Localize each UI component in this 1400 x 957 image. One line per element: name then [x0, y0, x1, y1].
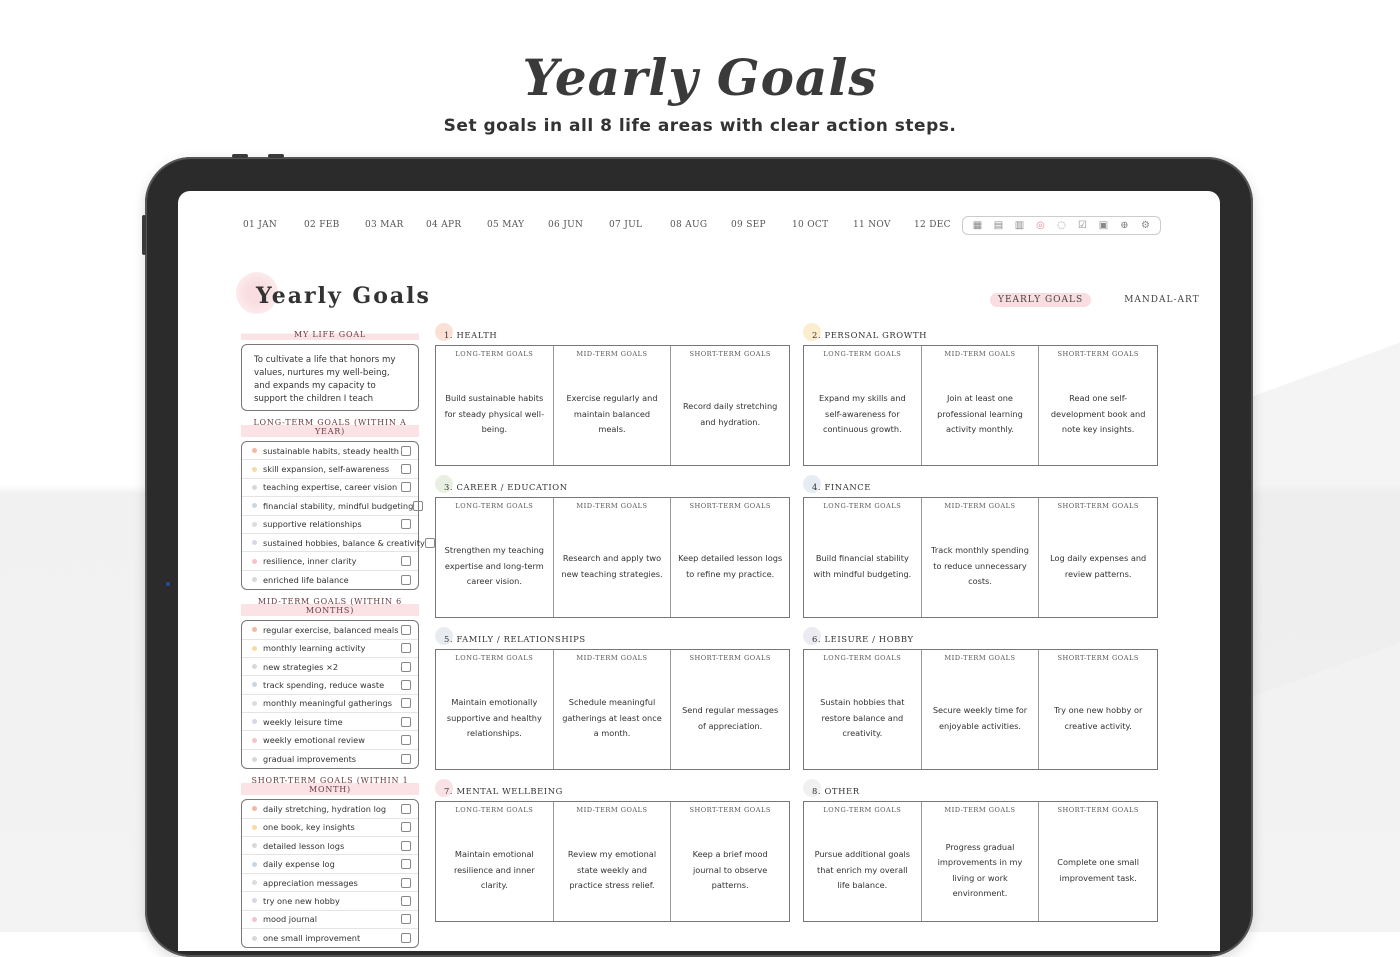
goal-column-label: SHORT-TERM GOALS: [689, 806, 771, 814]
goal-column-label: LONG-TERM GOALS: [823, 350, 902, 358]
goal-column-label: MID-TERM GOALS: [576, 806, 648, 814]
goal-cell-text: Build sustainable habits for steady physical well-being.: [444, 393, 545, 435]
goal-checkbox[interactable]: [401, 841, 411, 851]
goal-cell[interactable]: [436, 346, 554, 465]
goal-cell[interactable]: [804, 346, 922, 465]
goal-list-item: [242, 929, 418, 947]
goal-column-label: LONG-TERM GOALS: [823, 654, 902, 662]
goal-cell[interactable]: [671, 650, 789, 769]
life-goal-heading: MY LIFE GOAL: [241, 329, 419, 340]
hero-title: Yearly Goals: [522, 48, 878, 107]
goal-cell-text: Maintain emotionally supportive and healthy relationships.: [446, 697, 542, 739]
goal-cell-text: Build financial stability with mindful budgeting.: [813, 553, 912, 579]
goal-cell-text: Keep detailed lesson logs to refine my practice.: [678, 553, 783, 579]
goal-column-label: LONG-TERM GOALS: [823, 806, 902, 814]
area-title: 8. OTHER: [812, 786, 860, 796]
area-header: [435, 477, 790, 497]
goal-list-item: [242, 855, 418, 873]
life-goal-text[interactable]: To cultivate a life that honors my values, nurtures my well-being, and expands my capacity to support the children I teach: [241, 344, 419, 411]
goal-checkbox[interactable]: [401, 698, 411, 708]
area-title: 5. FAMILY / RELATIONSHIPS: [444, 634, 586, 644]
goal-item-text[interactable]: appreciation messages: [263, 877, 358, 888]
area-title: 1. HEALTH: [444, 330, 498, 340]
color-dot-icon: [252, 503, 257, 508]
goal-cell-text: Strengthen my teaching expertise and long-term career vision.: [444, 545, 544, 587]
goal-column-label: LONG-TERM GOALS: [455, 350, 534, 358]
goal-item-text[interactable]: one book, key insights: [263, 822, 355, 833]
goal-cell[interactable]: [1039, 346, 1157, 465]
goal-cell[interactable]: [554, 802, 672, 921]
goal-cell[interactable]: [554, 498, 672, 617]
goal-cell-text: Complete one small improvement task.: [1057, 857, 1140, 883]
mid-term-list: [241, 620, 419, 769]
goal-checkbox[interactable]: [401, 914, 411, 924]
tab-mandal-art[interactable]: MANDAL-ART: [1124, 295, 1200, 305]
area-goal-table: [803, 497, 1158, 618]
long-term-list: [241, 441, 425, 590]
goal-checkbox[interactable]: [401, 643, 411, 653]
target-icon[interactable]: ◎: [1036, 219, 1045, 231]
goal-list-item: [242, 695, 418, 713]
goal-cell[interactable]: [554, 346, 672, 465]
goal-list-item: [242, 750, 418, 768]
life-area-card: [803, 325, 1158, 466]
goal-column-label: SHORT-TERM GOALS: [1057, 350, 1139, 358]
goal-column-label: MID-TERM GOALS: [944, 654, 1016, 662]
goal-item-text[interactable]: gradual improvements: [263, 754, 357, 765]
area-header: [803, 781, 1158, 801]
goal-checkbox[interactable]: [401, 556, 411, 566]
goal-checkbox[interactable]: [425, 538, 435, 548]
dashboard-icon[interactable]: ▦: [972, 219, 983, 231]
area-goal-table: [803, 801, 1158, 922]
goal-list-item: [242, 479, 418, 497]
goal-cell[interactable]: [554, 650, 672, 769]
goal-checkbox[interactable]: [401, 859, 411, 869]
settings-icon[interactable]: ⚙: [1141, 219, 1150, 231]
goal-item-text[interactable]: weekly leisure time: [263, 716, 343, 727]
goal-item-text[interactable]: try one new hobby: [263, 895, 340, 906]
chat-icon[interactable]: ◌: [1057, 219, 1066, 231]
life-area-card: [435, 629, 790, 770]
color-dot-icon: [252, 936, 257, 941]
goal-cell-text: Exercise regularly and maintain balanced meals.: [566, 393, 658, 435]
color-dot-icon: [252, 880, 257, 885]
goal-item-text[interactable]: enriched life balance: [263, 574, 349, 585]
goal-column-label: SHORT-TERM GOALS: [689, 502, 771, 510]
goal-item-text[interactable]: supportive relationships: [263, 519, 362, 530]
color-dot-icon: [252, 806, 257, 811]
goal-cell-text: Sustain hobbies that restore balance and creativity.: [820, 697, 905, 739]
tablet-button: [268, 154, 284, 158]
goal-cell-text: Schedule meaningful gatherings at least once a month.: [562, 697, 662, 739]
goal-item-text[interactable]: one small improvement: [263, 933, 361, 944]
goal-item-text[interactable]: mood journal: [263, 914, 317, 925]
goal-list-item: [242, 800, 418, 818]
goal-cell-text: Expand my skills and self-awareness for continuous growth.: [818, 393, 906, 435]
goal-item-text[interactable]: monthly meaningful gatherings: [263, 698, 393, 709]
area-goal-table: [435, 649, 790, 770]
goal-list-item: [242, 621, 418, 639]
goal-cell[interactable]: [671, 802, 789, 921]
goal-checkbox[interactable]: [401, 446, 411, 456]
color-dot-icon: [252, 646, 257, 651]
goal-list-item: [242, 892, 418, 910]
checklist-icon[interactable]: ☑: [1078, 219, 1087, 231]
color-dot-icon: [252, 719, 257, 724]
color-dot-icon: [252, 627, 257, 632]
goal-checkbox[interactable]: [401, 662, 411, 672]
goal-item-text[interactable]: track spending, reduce waste: [263, 679, 385, 690]
goal-column-label: LONG-TERM GOALS: [455, 806, 534, 814]
goal-checkbox[interactable]: [413, 501, 423, 511]
goal-list-item: [242, 534, 425, 552]
goal-cell[interactable]: [436, 650, 554, 769]
area-header: [435, 325, 790, 345]
goal-checkbox[interactable]: [401, 735, 411, 745]
goal-item-text[interactable]: teaching expertise, career vision: [263, 482, 398, 493]
goal-column-label: SHORT-TERM GOALS: [1057, 806, 1139, 814]
goal-cell-text: Read one self-development book and note key insights.: [1050, 393, 1146, 435]
month-tab[interactable]: 03 MAR: [365, 220, 404, 230]
long-term-heading: LONG-TERM GOALS (WITHIN A YEAR): [241, 417, 419, 437]
goal-column-label: MID-TERM GOALS: [944, 350, 1016, 358]
month-tab[interactable]: 06 JUN: [548, 220, 584, 230]
color-dot-icon: [252, 825, 257, 830]
goal-column-label: MID-TERM GOALS: [944, 806, 1016, 814]
goal-cell-text: Review my emotional state weekly and practice stress relief.: [567, 849, 657, 891]
goal-cell[interactable]: [671, 346, 789, 465]
goal-item-text[interactable]: detailed lesson logs: [263, 840, 345, 851]
goal-list-item: [242, 497, 418, 515]
area-goal-table: [803, 345, 1158, 466]
goal-column-label: MID-TERM GOALS: [944, 502, 1016, 510]
color-dot-icon: [252, 701, 257, 706]
goal-list-item: [242, 442, 418, 460]
goal-list-item: [242, 552, 418, 570]
goal-item-text[interactable]: sustained hobbies, balance & creativity: [263, 537, 425, 548]
goal-cell[interactable]: [922, 802, 1040, 921]
month-tab[interactable]: 11 NOV: [853, 220, 891, 230]
color-dot-icon: [252, 862, 257, 867]
color-dot-icon: [252, 577, 257, 582]
color-dot-icon: [252, 664, 257, 669]
page-header: [236, 275, 431, 309]
goals-sidebar: [241, 329, 425, 954]
area-header: [803, 325, 1158, 345]
area-title: 4. FINANCE: [812, 482, 871, 492]
briefcase-icon[interactable]: ▣: [1098, 219, 1109, 231]
area-header: [435, 781, 790, 801]
globe-icon[interactable]: ⊕: [1120, 219, 1129, 231]
goal-item-text[interactable]: daily expense log: [263, 859, 335, 870]
goal-checkbox[interactable]: [401, 464, 411, 474]
goal-item-text[interactable]: resilience, inner clarity: [263, 556, 357, 567]
tablet-button: [232, 154, 248, 158]
goal-cell[interactable]: [436, 498, 554, 617]
goal-item-text[interactable]: daily stretching, hydration log: [263, 803, 387, 814]
goal-cell-text: Research and apply two new teaching strategies.: [561, 553, 663, 579]
area-header: [803, 477, 1158, 497]
goal-cell[interactable]: [922, 346, 1040, 465]
goal-checkbox[interactable]: [401, 878, 411, 888]
goal-checkbox[interactable]: [401, 754, 411, 764]
month-tab[interactable]: 02 FEB: [304, 220, 340, 230]
tablet-button: [142, 215, 146, 255]
page-title: Yearly Goals: [256, 283, 431, 309]
month-tab[interactable]: 05 MAY: [487, 220, 525, 230]
goal-item-text[interactable]: financial stability, mindful budgeting: [263, 500, 414, 511]
goal-item-text[interactable]: skill expansion, self-awareness: [263, 464, 390, 475]
area-title: 7. MENTAL WELLBEING: [444, 786, 563, 796]
goal-checkbox[interactable]: [401, 717, 411, 727]
month-tab[interactable]: 12 DEC: [914, 220, 951, 230]
area-header: [803, 629, 1158, 649]
life-area-card: [803, 781, 1158, 922]
goal-list-item: [242, 676, 418, 694]
goal-cell-text: Join at least one professional learning activity monthly.: [937, 393, 1023, 435]
goal-list-item: [242, 460, 418, 478]
color-dot-icon: [252, 522, 257, 527]
hero-subtitle: Set goals in all 8 life areas with clear action steps.: [443, 116, 957, 136]
color-dot-icon: [252, 540, 257, 545]
month-tab[interactable]: 10 OCT: [792, 220, 829, 230]
life-area-card: [435, 477, 790, 618]
color-dot-icon: [252, 682, 257, 687]
goal-cell-text: Log daily expenses and review patterns.: [1050, 553, 1147, 579]
color-dot-icon: [252, 898, 257, 903]
goal-cell[interactable]: [671, 498, 789, 617]
goal-cell-text: Send regular messages of appreciation.: [682, 705, 779, 731]
goal-column-label: LONG-TERM GOALS: [823, 502, 902, 510]
short-term-list: [241, 799, 419, 948]
goal-cell[interactable]: [804, 802, 922, 921]
goal-item-text[interactable]: regular exercise, balanced meals: [263, 624, 399, 635]
life-areas-grid: [435, 325, 1158, 922]
area-goal-table: [803, 649, 1158, 770]
goal-cell-text: Record daily stretching and hydration.: [682, 401, 778, 427]
goal-column-label: SHORT-TERM GOALS: [1057, 654, 1139, 662]
notebook-icon[interactable]: ▤: [993, 219, 1004, 231]
goal-list-item: [242, 571, 418, 589]
life-area-card: [435, 325, 790, 466]
goal-cell-text: Secure weekly time for enjoyable activities.: [932, 705, 1028, 731]
short-term-heading: SHORT-TERM GOALS (WITHIN 1 MONTH): [241, 775, 419, 795]
goal-column-label: MID-TERM GOALS: [576, 350, 648, 358]
view-tabs: [990, 293, 1208, 307]
life-area-card: [803, 629, 1158, 770]
goal-list-item: [242, 731, 418, 749]
goal-checkbox[interactable]: [401, 933, 411, 943]
month-tab[interactable]: 01 JAN: [243, 220, 278, 230]
month-nav: [243, 220, 975, 230]
camera-dot: [166, 582, 170, 586]
goal-list-item: [242, 713, 418, 731]
life-area-card: [803, 477, 1158, 618]
toolbar: [962, 216, 1161, 235]
goal-column-label: MID-TERM GOALS: [576, 502, 648, 510]
goal-cell[interactable]: [922, 650, 1040, 769]
goal-cell-text: Progress gradual improvements in my living or work environment.: [937, 841, 1023, 898]
goal-item-text[interactable]: new strategies ×2: [263, 661, 339, 672]
goal-column-label: SHORT-TERM GOALS: [1057, 502, 1139, 510]
goal-cell-text: Keep a brief mood journal to observe patterns.: [692, 849, 768, 891]
goal-item-text[interactable]: sustainable habits, steady health: [263, 445, 399, 456]
goal-cell-text: Try one new hobby or creative activity.: [1053, 705, 1143, 731]
goal-item-text[interactable]: monthly learning activity: [263, 643, 366, 654]
color-dot-icon: [252, 843, 257, 848]
goal-cell[interactable]: [804, 650, 922, 769]
goal-item-text[interactable]: weekly emotional review: [263, 735, 365, 746]
goal-list-item: [242, 837, 418, 855]
month-tab[interactable]: 09 SEP: [731, 220, 766, 230]
goal-cell-text: Pursue additional goals that enrich my overall life balance.: [814, 849, 911, 891]
mid-term-heading: MID-TERM GOALS (WITHIN 6 MONTHS): [241, 596, 419, 616]
month-tab[interactable]: 07 JUL: [609, 220, 643, 230]
color-dot-icon: [252, 757, 257, 762]
goal-list-item: [242, 911, 418, 929]
goal-column-label: MID-TERM GOALS: [576, 654, 648, 662]
calendar-icon[interactable]: ▥: [1014, 219, 1025, 231]
color-dot-icon: [252, 467, 257, 472]
goal-cell-text: Maintain emotional resilience and inner clarity.: [453, 849, 535, 891]
area-title: 6. LEISURE / HOBBY: [812, 634, 914, 644]
area-goal-table: [435, 801, 790, 922]
color-dot-icon: [252, 559, 257, 564]
color-dot-icon: [252, 485, 257, 490]
app-screen: [178, 191, 1220, 951]
goal-cell[interactable]: [1039, 802, 1157, 921]
goal-checkbox[interactable]: [401, 680, 411, 690]
goal-list-item: [242, 874, 418, 892]
goal-cell[interactable]: [1039, 650, 1157, 769]
goal-list-item: [242, 640, 418, 658]
tab-yearly-goals[interactable]: YEARLY GOALS: [990, 293, 1091, 307]
goal-cell[interactable]: [436, 802, 554, 921]
life-area-card: [435, 781, 790, 922]
goal-cell[interactable]: [922, 498, 1040, 617]
goal-checkbox[interactable]: [401, 804, 411, 814]
color-dot-icon: [252, 738, 257, 743]
goal-column-label: LONG-TERM GOALS: [455, 654, 534, 662]
color-dot-icon: [252, 917, 257, 922]
goal-checkbox[interactable]: [401, 519, 411, 529]
area-header: [435, 629, 790, 649]
color-dot-icon: [252, 448, 257, 453]
goal-cell[interactable]: [1039, 498, 1157, 617]
goal-checkbox[interactable]: [401, 896, 411, 906]
area-goal-table: [435, 345, 790, 466]
goal-column-label: LONG-TERM GOALS: [455, 502, 534, 510]
area-goal-table: [435, 497, 790, 618]
area-title: 3. CAREER / EDUCATION: [444, 482, 568, 492]
goal-checkbox[interactable]: [401, 482, 411, 492]
month-tab[interactable]: 08 AUG: [670, 220, 708, 230]
goal-cell[interactable]: [804, 498, 922, 617]
goal-list-item: [242, 819, 418, 837]
month-tab[interactable]: 04 APR: [426, 220, 462, 230]
goal-cell-text: Track monthly spending to reduce unnecessary costs.: [931, 545, 1029, 587]
goal-column-label: SHORT-TERM GOALS: [689, 350, 771, 358]
goal-column-label: SHORT-TERM GOALS: [689, 654, 771, 662]
goal-list-item: [242, 658, 418, 676]
goal-checkbox[interactable]: [401, 822, 411, 832]
area-title: 2. PERSONAL GROWTH: [812, 330, 928, 340]
goal-checkbox[interactable]: [401, 575, 411, 585]
goal-checkbox[interactable]: [401, 625, 411, 635]
goal-list-item: [242, 516, 418, 534]
